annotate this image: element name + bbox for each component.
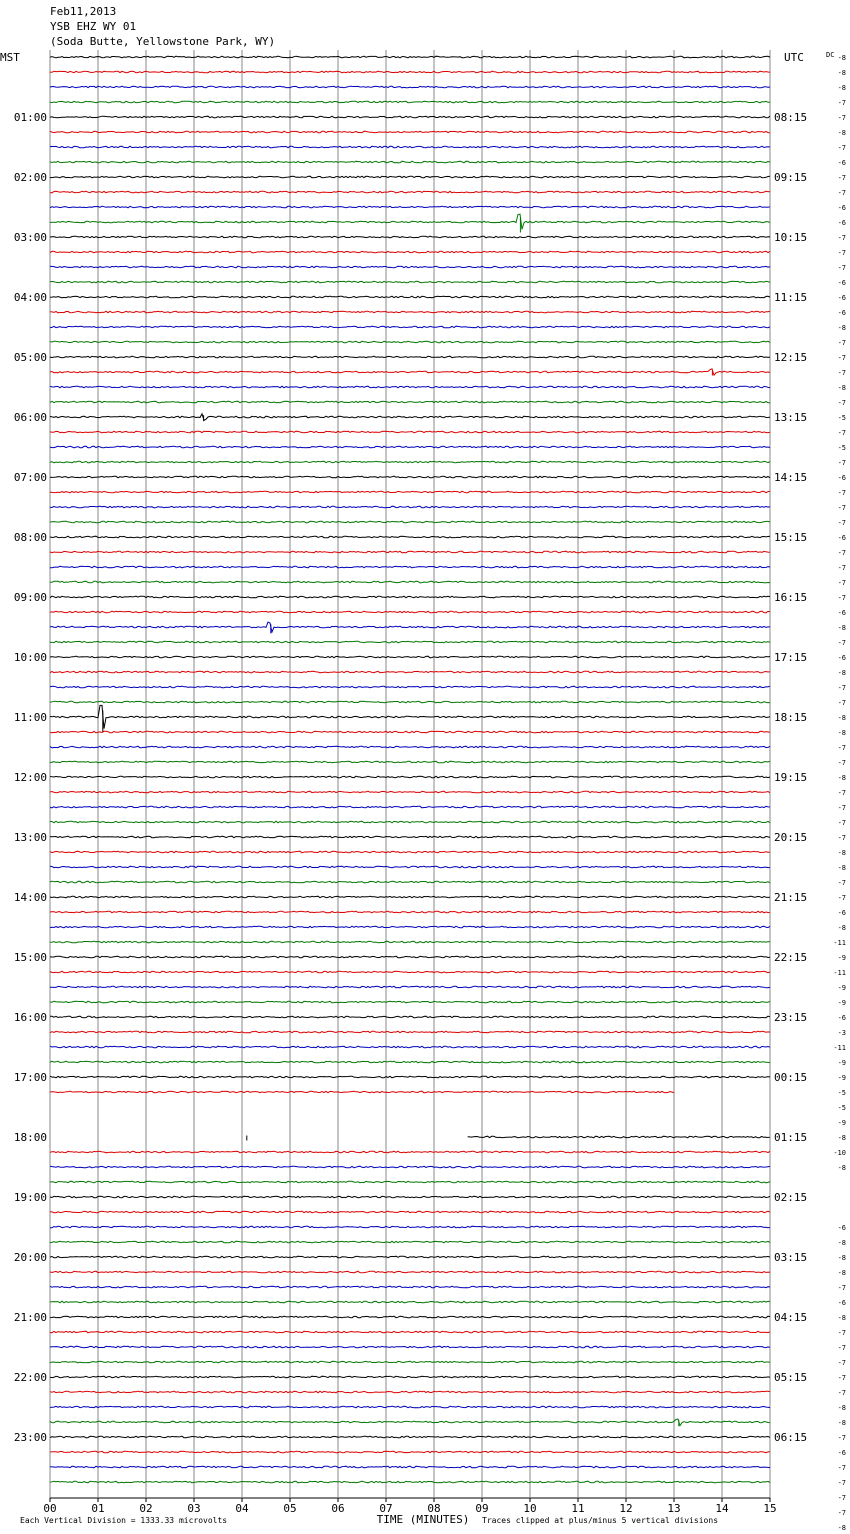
mst-hour-label: 21:00 <box>13 1311 47 1324</box>
trace-row <box>50 86 770 88</box>
mst-hour-label: 18:00 <box>13 1131 47 1144</box>
dc-offset-label: -9 <box>837 1119 846 1127</box>
dc-offset-label: -6 <box>837 654 846 662</box>
utc-hour-label: 20:15 <box>774 831 808 844</box>
mst-hour-label: 03:00 <box>13 231 47 244</box>
trace-row <box>50 101 770 103</box>
x-tick-label: 08 <box>427 1502 441 1515</box>
footer-right: Traces clipped at plus/minus 5 vertical divisions <box>482 1516 719 1525</box>
dc-offset-label: -6 <box>837 1299 846 1307</box>
trace-row <box>50 71 770 73</box>
dc-offset-label: -7 <box>837 114 846 122</box>
x-tick-label: 13 <box>667 1502 681 1515</box>
trace-row <box>50 705 770 728</box>
dc-offset-label: -7 <box>837 339 846 347</box>
dc-offset-label: -8 <box>837 1254 846 1262</box>
dc-offset-label: -7 <box>837 1359 846 1367</box>
dc-offset-label: -5 <box>837 1104 846 1112</box>
trace-row <box>50 431 770 433</box>
dc-offset-label: -7 <box>837 1434 846 1442</box>
utc-hour-label: 16:15 <box>774 591 808 604</box>
mst-hour-label: 08:00 <box>13 531 47 544</box>
dc-offset-label: -8 <box>837 624 846 632</box>
dc-offset-label: -7 <box>837 249 846 257</box>
x-tick-label: 11 <box>571 1502 585 1515</box>
dc-offset-label: -8 <box>837 924 846 932</box>
dc-offset-label: -7 <box>837 759 846 767</box>
dc-offset-label: -5 <box>837 414 846 422</box>
seismic-traces <box>50 56 770 1483</box>
dc-offset-label: -8 <box>837 774 846 782</box>
dc-offset-label: -7 <box>837 1509 846 1517</box>
trace-row <box>50 1406 770 1408</box>
utc-hour-label: 19:15 <box>774 771 808 784</box>
dc-offset-label: -6 <box>837 294 846 302</box>
trace-row <box>50 551 770 553</box>
dc-offset-label: -9 <box>837 1059 846 1067</box>
mst-hour-label: 12:00 <box>13 771 47 784</box>
trace-row <box>50 1331 770 1333</box>
trace-row <box>50 1151 770 1153</box>
dc-offset-label: -8 <box>837 84 846 92</box>
mst-hour-label: 16:00 <box>13 1011 47 1024</box>
dc-offset-label: -7 <box>837 429 846 437</box>
x-tick-label: 15 <box>763 1502 777 1515</box>
trace-row <box>50 191 770 193</box>
x-tick-label: 09 <box>475 1502 489 1515</box>
dc-offset-label: -7 <box>837 369 846 377</box>
dc-offset-label: -7 <box>837 1284 846 1292</box>
dc-offset-label: -5 <box>837 1089 846 1097</box>
dc-offset-label: -8 <box>837 54 846 62</box>
trace-row <box>50 236 770 238</box>
trace-row <box>50 806 770 808</box>
trace-row <box>50 506 770 508</box>
dc-offset-label: -7 <box>837 144 846 152</box>
trace-row <box>50 1286 770 1288</box>
trace-row <box>50 866 770 868</box>
trace-row <box>50 521 770 523</box>
x-tick-label: 02 <box>139 1502 153 1515</box>
trace-row <box>50 311 770 313</box>
dc-offset-label: -6 <box>837 219 846 227</box>
trace-row <box>50 881 770 883</box>
dc-offset-label: -7 <box>837 399 846 407</box>
trace-row <box>50 1031 770 1033</box>
dc-offset-label: -8 <box>837 1524 846 1532</box>
dc-offset-label: -8 <box>837 1419 846 1427</box>
trace-row <box>50 1451 770 1453</box>
mst-hour-label: 20:00 <box>13 1251 47 1264</box>
trace-row <box>50 214 770 229</box>
dc-offset-label: -8 <box>837 1269 846 1277</box>
dc-offset-label: -8 <box>837 729 846 737</box>
utc-hour-label: 06:15 <box>774 1431 808 1444</box>
dc-offset-label: -6 <box>837 534 846 542</box>
dc-offset-label: -9 <box>837 1074 846 1082</box>
trace-row <box>50 1196 770 1198</box>
trace-row <box>50 641 770 643</box>
trace-row <box>50 596 770 598</box>
trace-row <box>50 386 770 388</box>
utc-hour-label: 21:15 <box>774 891 808 904</box>
utc-hour-label: 17:15 <box>774 651 808 664</box>
trace-row <box>50 476 770 478</box>
trace-row <box>50 971 770 973</box>
trace-row <box>50 1436 770 1438</box>
trace-row <box>50 146 770 148</box>
trace-row <box>50 1226 770 1228</box>
trace-row <box>50 656 770 658</box>
dc-offset-label: -3 <box>837 1029 846 1037</box>
x-tick-label: 10 <box>523 1502 537 1515</box>
trace-row <box>50 701 770 703</box>
dc-offset-label: -7 <box>837 234 846 242</box>
footer-left: Each Vertical Division = 1333.33 microvolts <box>20 1516 228 1525</box>
utc-axis-label: UTC <box>784 51 804 64</box>
dc-offset-label: -7 <box>837 1389 846 1397</box>
mst-hour-label: 02:00 <box>13 171 47 184</box>
utc-hour-label: 02:15 <box>774 1191 808 1204</box>
utc-hour-label: 04:15 <box>774 1311 808 1324</box>
trace-row <box>50 1016 770 1018</box>
trace-row <box>50 581 770 583</box>
trace-row <box>50 1091 674 1093</box>
mst-hour-label: 23:00 <box>13 1431 47 1444</box>
trace-row <box>50 1391 770 1393</box>
trace-row <box>50 1361 770 1363</box>
trace-row <box>50 1301 770 1303</box>
dc-offset-label: -8 <box>837 849 846 857</box>
utc-hour-label: 11:15 <box>774 291 808 304</box>
trace-row <box>50 491 770 493</box>
utc-hour-label: 18:15 <box>774 711 808 724</box>
trace-row <box>50 296 770 298</box>
utc-hour-label: 14:15 <box>774 471 808 484</box>
trace-row <box>50 1256 770 1258</box>
dc-offset-label: -7 <box>837 819 846 827</box>
dc-offset-label: -8 <box>837 714 846 722</box>
dc-offset-label: -11 <box>833 939 846 947</box>
utc-hour-label: 00:15 <box>774 1071 808 1084</box>
dc-offset-label: -7 <box>837 684 846 692</box>
trace-row <box>50 281 770 283</box>
trace-row <box>50 821 770 823</box>
dc-offset-label: -7 <box>837 1329 846 1337</box>
trace-row <box>50 836 770 838</box>
mst-hour-label: 07:00 <box>13 471 47 484</box>
dc-offset-label: -7 <box>837 639 846 647</box>
dc-offset-label: -7 <box>837 264 846 272</box>
mst-hour-label: 19:00 <box>13 1191 47 1204</box>
mst-hour-label: 01:00 <box>13 111 47 124</box>
dc-offset-label: -7 <box>837 804 846 812</box>
trace-row <box>50 266 770 268</box>
trace-row <box>50 176 770 178</box>
trace-row <box>50 622 770 632</box>
utc-hour-label: 05:15 <box>774 1371 808 1384</box>
trace-row <box>50 116 770 118</box>
dc-offset-label: -6 <box>837 309 846 317</box>
dc-offset-label: -6 <box>837 204 846 212</box>
x-tick-label: 14 <box>715 1502 729 1515</box>
utc-hour-label: 15:15 <box>774 531 808 544</box>
trace-row <box>468 1136 770 1138</box>
dc-offset-label: -7 <box>837 834 846 842</box>
trace-row <box>50 896 770 898</box>
axis-labels <box>0 51 846 1534</box>
utc-hour-label: 03:15 <box>774 1251 808 1264</box>
trace-row <box>50 326 770 328</box>
trace-row <box>50 776 770 778</box>
trace-row <box>50 369 770 375</box>
utc-hour-label: 23:15 <box>774 1011 808 1024</box>
trace-row <box>50 686 770 688</box>
trace-row <box>50 131 770 133</box>
trace-row <box>50 1346 770 1348</box>
trace-row <box>50 986 770 988</box>
trace-row <box>50 1376 770 1378</box>
trace-row <box>50 1466 770 1468</box>
dc-offset-label: -7 <box>837 1464 846 1472</box>
dc-offset-label: -7 <box>837 489 846 497</box>
trace-row <box>50 341 770 343</box>
trace-row <box>50 911 770 913</box>
x-tick-label: 01 <box>91 1502 105 1515</box>
trace-row <box>50 461 770 463</box>
x-tick-label: 00 <box>43 1502 57 1515</box>
dc-offset-label: -7 <box>837 879 846 887</box>
x-tick-label: 12 <box>619 1502 633 1515</box>
utc-hour-label: 01:15 <box>774 1131 808 1144</box>
dc-offset-label: -6 <box>837 159 846 167</box>
dc-offset-label: -9 <box>837 954 846 962</box>
dc-offset-label: -7 <box>837 99 846 107</box>
mst-hour-label: 06:00 <box>13 411 47 424</box>
dc-offset-label: -7 <box>837 1374 846 1382</box>
utc-hour-label: 22:15 <box>774 951 808 964</box>
dc-offset-label: -7 <box>837 594 846 602</box>
mst-hour-label: 22:00 <box>13 1371 47 1384</box>
mst-hour-label: 10:00 <box>13 651 47 664</box>
dc-offset-label: -7 <box>837 579 846 587</box>
dc-offset-label: -5 <box>837 444 846 452</box>
trace-row <box>50 731 770 733</box>
mst-hour-label: 09:00 <box>13 591 47 604</box>
dc-offset-label: -8 <box>837 1314 846 1322</box>
dc-label: DC <box>826 51 835 59</box>
dc-offset-label: -11 <box>833 1044 846 1052</box>
mst-hour-label: 14:00 <box>13 891 47 904</box>
dc-offset-label: -10 <box>833 1149 846 1157</box>
dc-offset-label: -9 <box>837 984 846 992</box>
mst-hour-label: 04:00 <box>13 291 47 304</box>
dc-offset-label: -7 <box>837 789 846 797</box>
x-tick-label: 06 <box>331 1502 345 1515</box>
dc-offset-label: -7 <box>837 174 846 182</box>
trace-row <box>50 761 770 763</box>
dc-offset-label: -7 <box>837 1479 846 1487</box>
trace-row <box>50 611 770 613</box>
dc-offset-label: -7 <box>837 564 846 572</box>
dc-offset-label: -6 <box>837 609 846 617</box>
dc-offset-label: -6 <box>837 1449 846 1457</box>
trace-row <box>50 56 770 58</box>
trace-row <box>50 1046 770 1048</box>
trace-row <box>50 536 770 538</box>
trace-row <box>50 956 770 958</box>
dc-offset-label: -7 <box>837 189 846 197</box>
dc-offset-label: -6 <box>837 1014 846 1022</box>
dc-offset-label: -8 <box>837 669 846 677</box>
trace-row <box>50 401 770 403</box>
trace-row <box>50 414 770 421</box>
trace-row <box>50 1001 770 1003</box>
trace-row <box>50 1166 770 1168</box>
dc-offset-label: -7 <box>837 459 846 467</box>
trace-row <box>50 1419 770 1426</box>
dc-offset-label: -8 <box>837 1239 846 1247</box>
dc-offset-label: -6 <box>837 279 846 287</box>
trace-row <box>50 1241 770 1243</box>
utc-hour-label: 08:15 <box>774 111 808 124</box>
dc-offset-label: -7 <box>837 744 846 752</box>
trace-row <box>50 791 770 793</box>
dc-offset-label: -8 <box>837 324 846 332</box>
trace-row <box>50 941 770 943</box>
dc-offset-label: -6 <box>837 474 846 482</box>
dc-offset-label: -8 <box>837 1134 846 1142</box>
trace-row <box>50 1181 770 1183</box>
utc-hour-label: 10:15 <box>774 231 808 244</box>
trace-row <box>50 1211 770 1213</box>
trace-row <box>50 1076 770 1078</box>
trace-row <box>50 851 770 853</box>
dc-offset-label: -7 <box>837 354 846 362</box>
dc-offset-label: -7 <box>837 504 846 512</box>
x-tick-label: 03 <box>187 1502 201 1515</box>
dc-offset-label: -6 <box>837 909 846 917</box>
mst-hour-label: 15:00 <box>13 951 47 964</box>
trace-row <box>50 1481 770 1483</box>
trace-row <box>50 671 770 673</box>
mst-hour-label: 13:00 <box>13 831 47 844</box>
mst-axis-label: MST <box>0 51 20 64</box>
trace-row <box>50 206 770 208</box>
dc-offset-label: -7 <box>837 699 846 707</box>
dc-offset-label: -7 <box>837 894 846 902</box>
dc-offset-label: -7 <box>837 519 846 527</box>
trace-row <box>50 251 770 253</box>
mst-hour-label: 17:00 <box>13 1071 47 1084</box>
trace-row <box>50 1271 770 1273</box>
x-tick-label: 05 <box>283 1502 297 1515</box>
mst-hour-label: 11:00 <box>13 711 47 724</box>
utc-hour-label: 12:15 <box>774 351 808 364</box>
x-tick-label: 07 <box>379 1502 393 1515</box>
dc-offset-label: -8 <box>837 384 846 392</box>
dc-offset-label: -8 <box>837 129 846 137</box>
station-label: YSB EHZ WY 01 <box>50 20 137 33</box>
trace-row <box>50 1061 770 1063</box>
trace-row <box>50 746 770 748</box>
trace-row <box>50 926 770 928</box>
x-axis-title: TIME (MINUTES) <box>376 1513 470 1526</box>
utc-hour-label: 09:15 <box>774 171 808 184</box>
utc-hour-label: 13:15 <box>774 411 808 424</box>
dc-offset-label: -9 <box>837 999 846 1007</box>
trace-row <box>50 1316 770 1318</box>
trace-row <box>50 446 770 448</box>
dc-offset-label: -7 <box>837 549 846 557</box>
dc-offset-label: -6 <box>837 1224 846 1232</box>
dc-offset-label: -8 <box>837 69 846 77</box>
dc-offset-label: -7 <box>837 1494 846 1502</box>
date-label: Feb11,2013 <box>50 5 117 18</box>
mst-hour-label: 05:00 <box>13 351 47 364</box>
dc-offset-label: -8 <box>837 1404 846 1412</box>
trace-row <box>50 566 770 568</box>
dc-offset-label: -11 <box>833 969 846 977</box>
x-tick-label: 04 <box>235 1502 249 1515</box>
trace-row <box>50 356 770 358</box>
dc-offset-label: -7 <box>837 1344 846 1352</box>
location-label: (Soda Butte, Yellowstone Park, WY) <box>50 35 276 48</box>
dc-offset-label: -8 <box>837 1164 846 1172</box>
trace-row <box>50 161 770 163</box>
dc-offset-label: -8 <box>837 864 846 872</box>
